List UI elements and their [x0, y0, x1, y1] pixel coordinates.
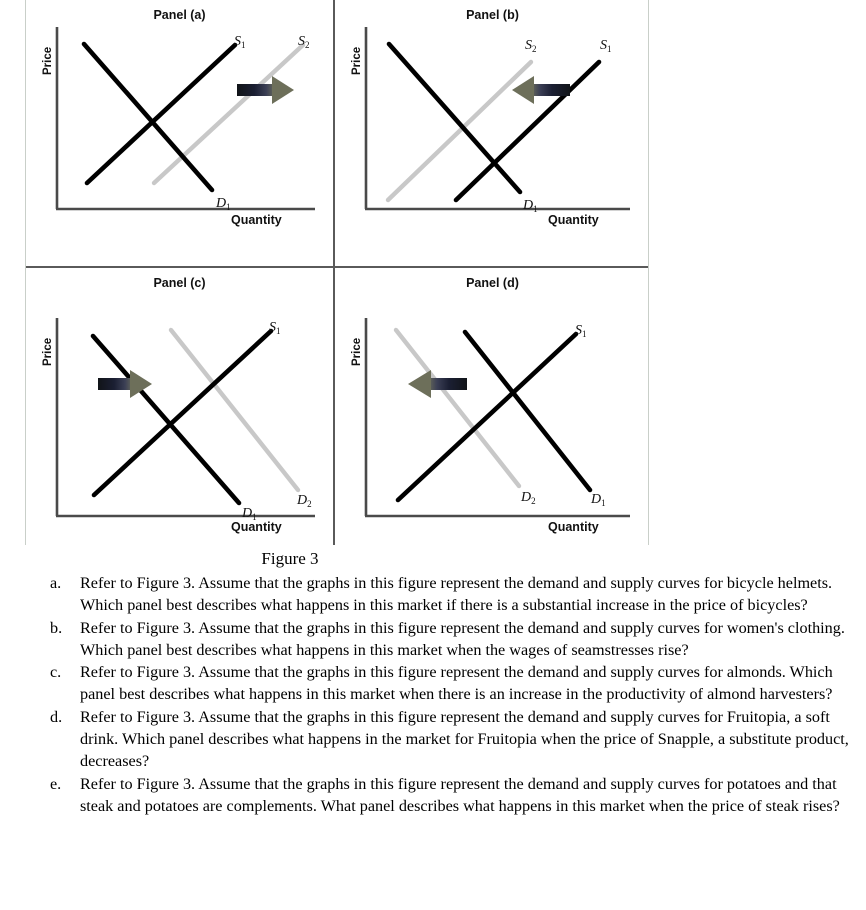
list-item [44, 773, 856, 818]
panel-b [333, 0, 650, 266]
question-text: Refer to Figure 3. Assume that the graphs in this figure represent the demand and supply curves for Fruitopia, a soft drink. Which panel describes what happens in the market for Fruitopia when the price of Snapple, a substitute product, decreases? [80, 707, 849, 771]
panel-d-label-d1: $D_1$ [591, 492, 606, 508]
panel-b-label-s1: $S_1$ [600, 38, 612, 54]
panel-a-curve-s1 [87, 45, 235, 183]
panel-d-shift-arrow-left [408, 370, 467, 398]
panel-d-title: Panel (d) [466, 276, 519, 290]
question-list [44, 572, 856, 817]
list-item [44, 572, 856, 617]
panel-d-curve-d2 [396, 330, 519, 486]
panel-a-title: Panel (a) [153, 8, 206, 22]
panel-a-svg [26, 0, 333, 268]
list-item [44, 661, 856, 706]
question-marker: c. [50, 663, 62, 682]
panel-b-plot [335, 0, 650, 266]
panel-b-label-s2: $S_2$ [525, 38, 537, 54]
panel-a-plot [26, 0, 333, 266]
panel-c-plot [26, 268, 333, 545]
panel-c-label-d1: $D_1$ [242, 506, 257, 522]
list-item [44, 617, 856, 662]
figure-row-bottom [26, 268, 648, 545]
panel-d-x-axis-label: Quantity [548, 520, 599, 534]
panel-d-label-s1: $S_1$ [575, 323, 587, 339]
panel-d [333, 268, 650, 545]
panel-c-x-axis-label: Quantity [231, 520, 282, 534]
panel-a-label-s2: $S_2$ [298, 34, 310, 50]
question-text: Refer to Figure 3. Assume that the graphs in this figure represent the demand and supply curves for women's clothing. Which panel best describes what happens in this market when the wages of seamstresses rise? [80, 618, 845, 659]
panel-c-title: Panel (c) [153, 276, 206, 290]
panel-a-curve-s2 [154, 45, 303, 183]
panel-a [26, 0, 333, 266]
question-marker: a. [50, 574, 62, 592]
question-marker: b. [50, 618, 63, 637]
panel-c-curve-s1 [94, 331, 271, 495]
panel-d-label-d2: $D_2$ [521, 490, 536, 506]
question-text: Refer to Figure 3. Assume that the graphs in this figure represent the demand and supply curves for potatoes and that steak and potatoes are complements. What panel describes what happens in this market when the price of steak rises? [80, 774, 840, 815]
panel-c-label-d2: $D_2$ [297, 493, 312, 509]
panel-b-title: Panel (b) [466, 8, 519, 22]
panel-b-curve-d1 [389, 44, 520, 192]
figure-row-top [26, 0, 648, 268]
panel-b-y-axis-label: Price [351, 46, 363, 75]
panel-c [26, 268, 333, 545]
question-marker: d. [50, 707, 63, 726]
figure-panel-table [25, 0, 649, 545]
panel-b-label-d1: $D_1$ [523, 198, 538, 214]
panel-d-curve-d1 [465, 332, 590, 490]
panel-d-plot [335, 268, 650, 545]
figure-caption: Figure 3 [261, 549, 319, 568]
question-text: Refer to Figure 3. Assume that the graphs in this figure represent the demand and supply curves for almonds. Which panel best describes what happens in this market when there is an increase in the productivity of almond harvesters? [80, 663, 833, 704]
panel-a-y-axis-label: Price [42, 46, 54, 75]
question-marker: e. [50, 774, 62, 793]
panel-c-y-axis-label: Price [42, 337, 54, 366]
panel-b-x-axis-label: Quantity [548, 213, 599, 227]
panel-c-curve-d2 [171, 330, 298, 490]
panel-c-label-s1: $S_1$ [269, 320, 281, 336]
panel-a-label-d1: $D_1$ [216, 196, 231, 212]
panel-a-x-axis-label: Quantity [231, 213, 282, 227]
panel-d-y-axis-label: Price [351, 337, 363, 366]
panel-c-svg [26, 268, 333, 545]
list-item [44, 706, 856, 773]
panel-a-label-s1: $S_1$ [234, 34, 246, 50]
question-text: Refer to Figure 3. Assume that the graphs in this figure represent the demand and supply curves for bicycle helmets. Which panel best describes what happens in this market if there is a substantial increase in the price of bicycles? [80, 574, 833, 615]
